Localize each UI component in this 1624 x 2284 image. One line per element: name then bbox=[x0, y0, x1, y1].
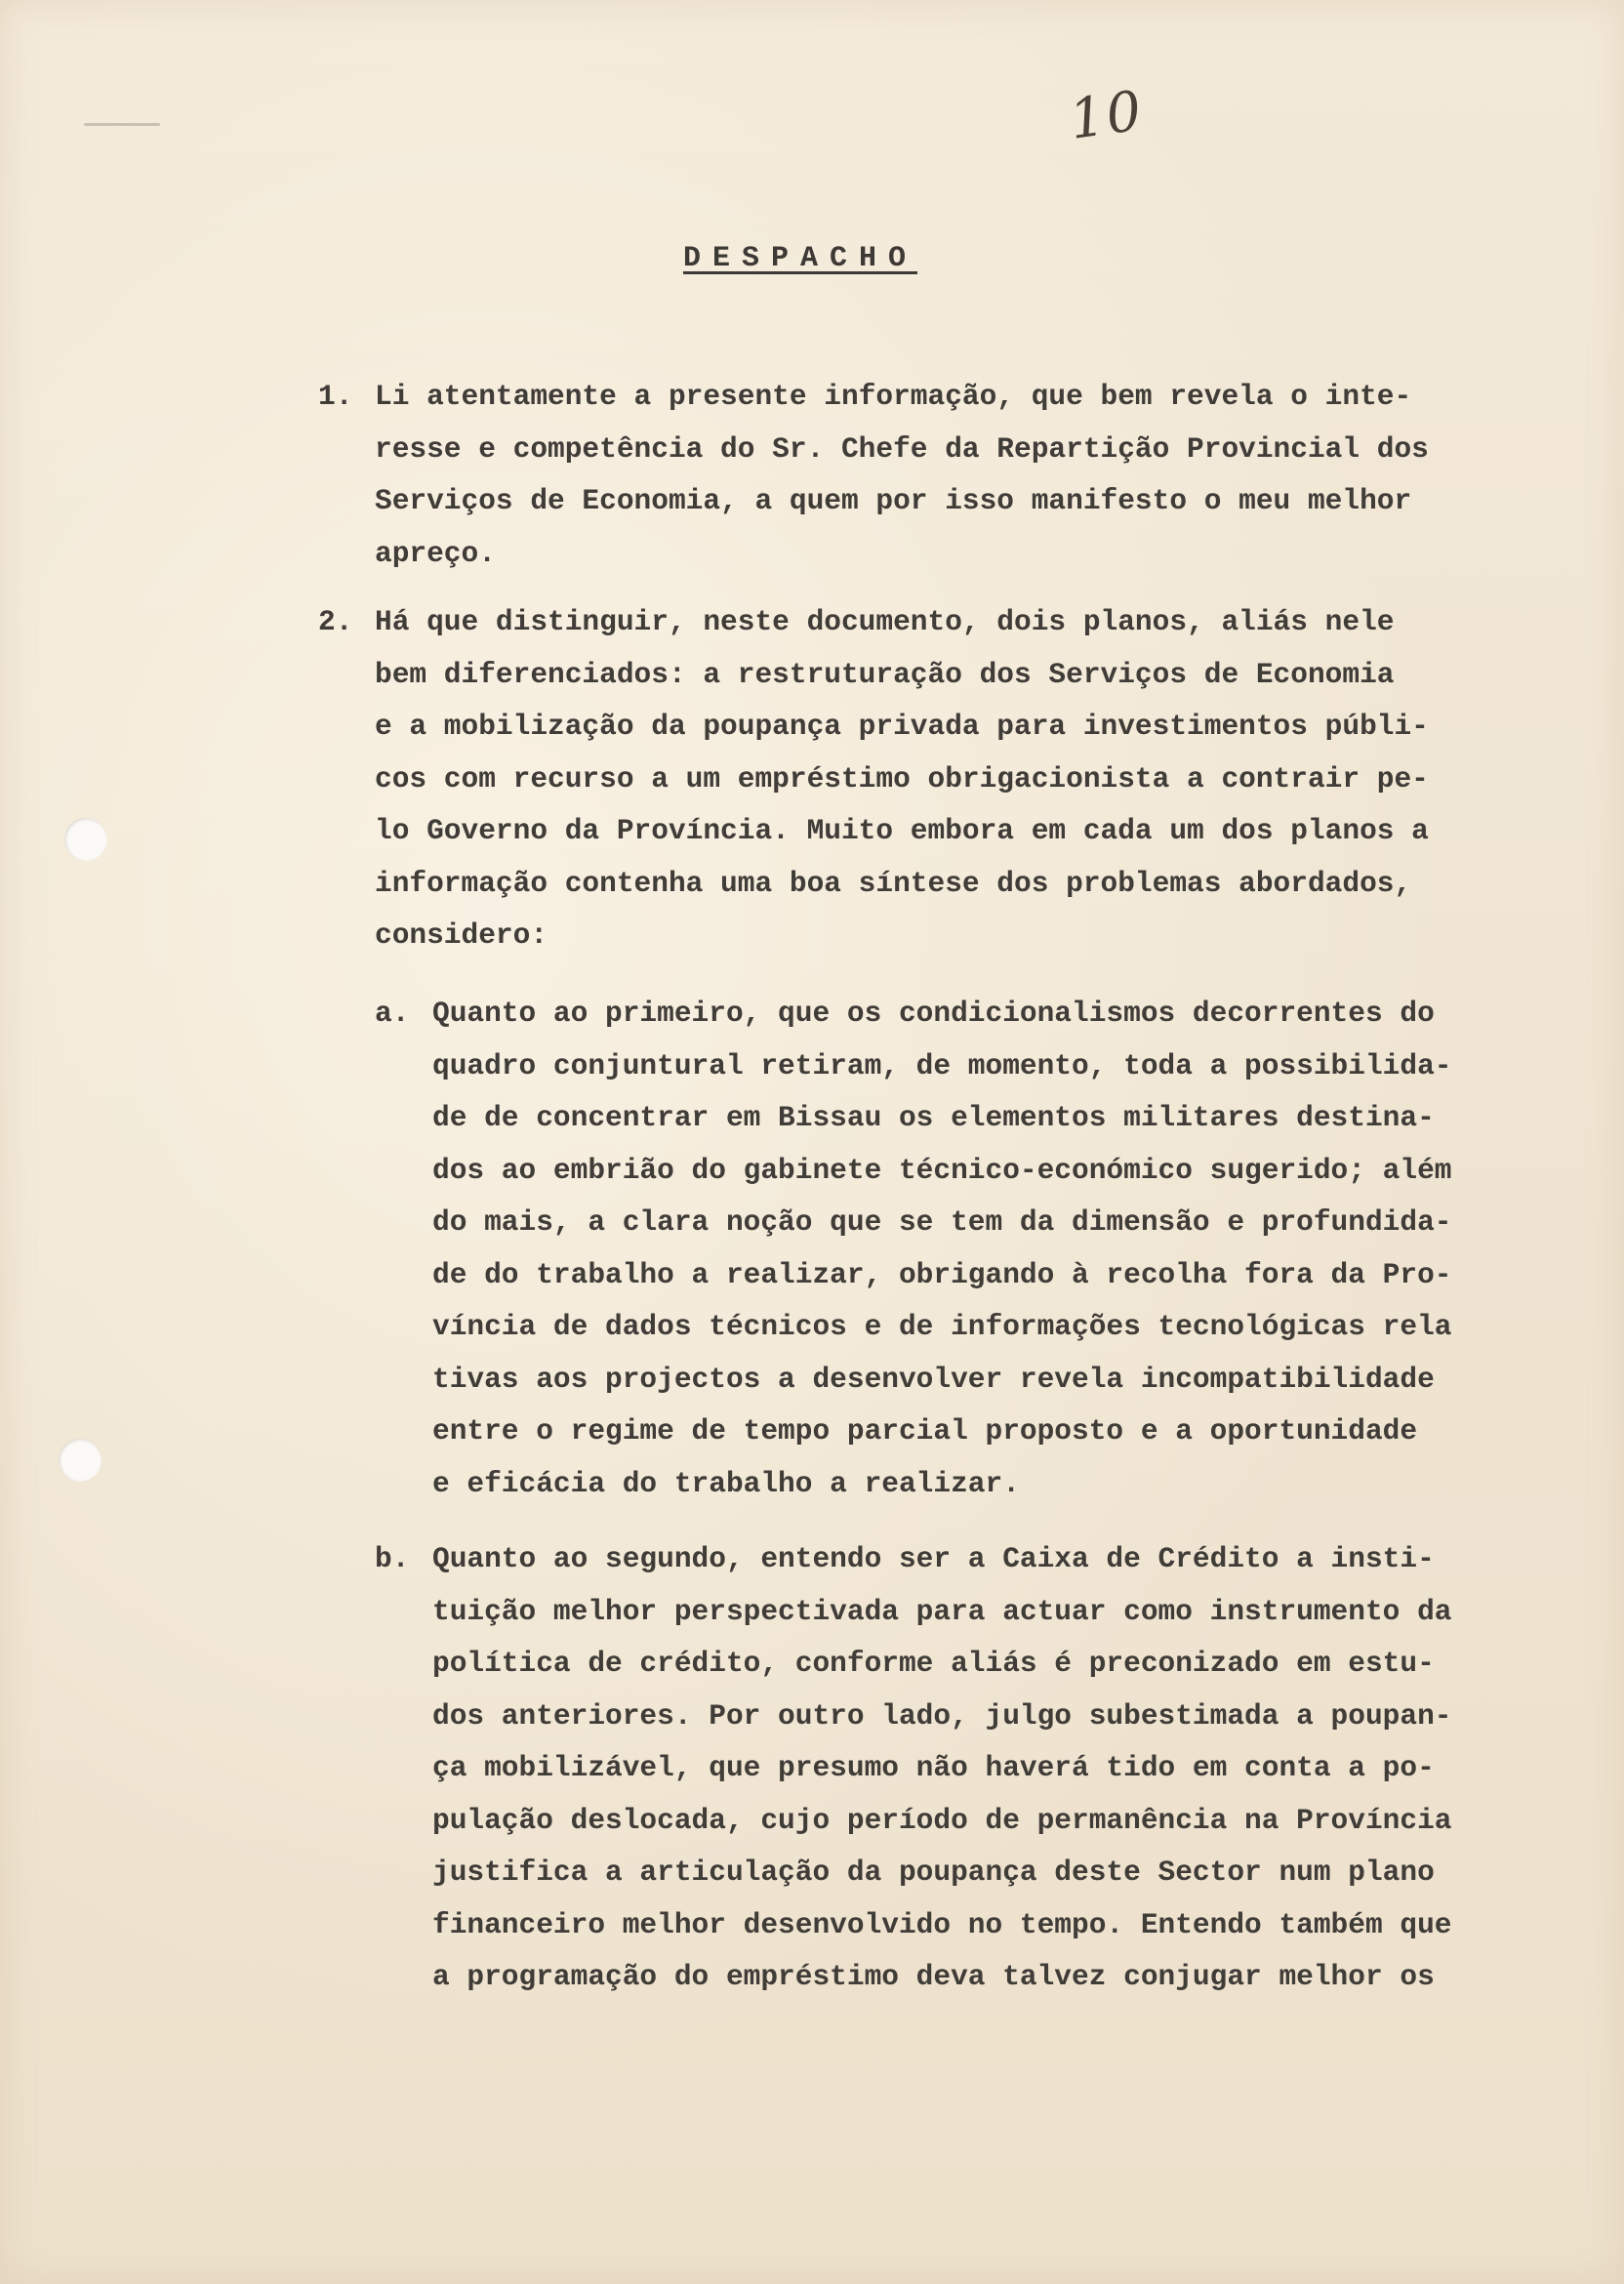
text-line: cos com recurso a um empréstimo obrigacionista a contrair pe- bbox=[375, 761, 1429, 795]
text-line: Quanto ao primeiro, que os condicionalismos decorrentes do bbox=[432, 997, 1435, 1030]
punch-hole-top bbox=[64, 818, 107, 861]
text-line: Há que distinguir, neste documento, dois planos, aliás nele bbox=[375, 605, 1395, 638]
text-line: e eficácia do trabalho a realizar. bbox=[432, 1466, 1020, 1500]
document-title: DESPACHO bbox=[683, 242, 918, 275]
text-line: lo Governo da Província. Muito embora em cada um dos planos a bbox=[375, 814, 1429, 847]
subsection-letter: b. bbox=[375, 1542, 410, 1575]
text-line: de do trabalho a realizar, obrigando à recolha fora da Pro- bbox=[432, 1257, 1452, 1291]
section-number: 2. bbox=[318, 605, 353, 638]
subsection-paragraph bbox=[432, 1533, 1579, 2004]
text-line: entre o regime de tempo parcial proposto e a oportunidade bbox=[432, 1414, 1418, 1448]
text-line: víncia de dados técnicos e de informações tecnológicas rela bbox=[432, 1310, 1452, 1343]
text-line: quadro conjuntural retiram, de momento, toda a possibilida- bbox=[432, 1048, 1452, 1082]
text-line: de de concentrar em Bissau os elementos militares destina- bbox=[432, 1101, 1435, 1134]
text-line: tuição melhor perspectivada para actuar como instrumento da bbox=[432, 1594, 1452, 1628]
margin-mark bbox=[84, 123, 160, 126]
handwritten-page-number: 10 bbox=[1065, 79, 1148, 152]
text-line: financeiro melhor desenvolvido no tempo. Entendo também que bbox=[432, 1907, 1452, 1941]
subsection-paragraph bbox=[432, 988, 1579, 1510]
text-line: Li atentamente a presente informação, que bem revela o inte- bbox=[375, 380, 1412, 413]
text-line: bem diferenciados: a restruturação dos Serviços de Economia bbox=[375, 657, 1395, 691]
text-line: dos anteriores. Por outro lado, julgo subestimada a poupan- bbox=[432, 1698, 1452, 1733]
text-line: política de crédito, conforme aliás é preconizado em estu- bbox=[432, 1647, 1435, 1680]
text-line: apreço. bbox=[375, 536, 496, 570]
text-line: tivas aos projectos a desenvolver revela incompatibilidade bbox=[432, 1362, 1435, 1396]
text-line: considero: bbox=[375, 918, 548, 952]
text-line: a programação do empréstimo deva talvez conjugar melhor os bbox=[432, 1960, 1435, 1993]
section-paragraph bbox=[375, 596, 1575, 962]
text-line: do mais, a clara noção que se tem da dimensão e profundida- bbox=[432, 1205, 1452, 1239]
text-line: justifica a articulação da poupança deste Sector num plano bbox=[432, 1856, 1435, 1889]
subsection-letter: a. bbox=[375, 997, 410, 1030]
punch-hole-bottom bbox=[59, 1439, 102, 1482]
text-line: ça mobilizável, que presumo não haverá tido em conta a po- bbox=[432, 1751, 1435, 1784]
text-line: dos ao embrião do gabinete técnico-económico sugerido; além bbox=[432, 1153, 1452, 1187]
text-line: resse e competência do Sr. Chefe da Repartição Provincial dos bbox=[375, 431, 1429, 466]
text-line: Quanto ao segundo, entendo ser a Caixa de Crédito a insti- bbox=[432, 1542, 1435, 1575]
text-line: Serviços de Economia, a quem por isso manifesto o meu melhor bbox=[375, 484, 1412, 517]
section-number: 1. bbox=[318, 380, 353, 413]
section-paragraph bbox=[375, 371, 1575, 580]
text-line: pulação deslocada, cujo período de permanência na Província bbox=[432, 1803, 1452, 1837]
text-line: e a mobilização da poupança privada para investimentos públi- bbox=[375, 710, 1429, 743]
text-line: informação contenha uma boa síntese dos problemas abordados, bbox=[375, 866, 1412, 900]
